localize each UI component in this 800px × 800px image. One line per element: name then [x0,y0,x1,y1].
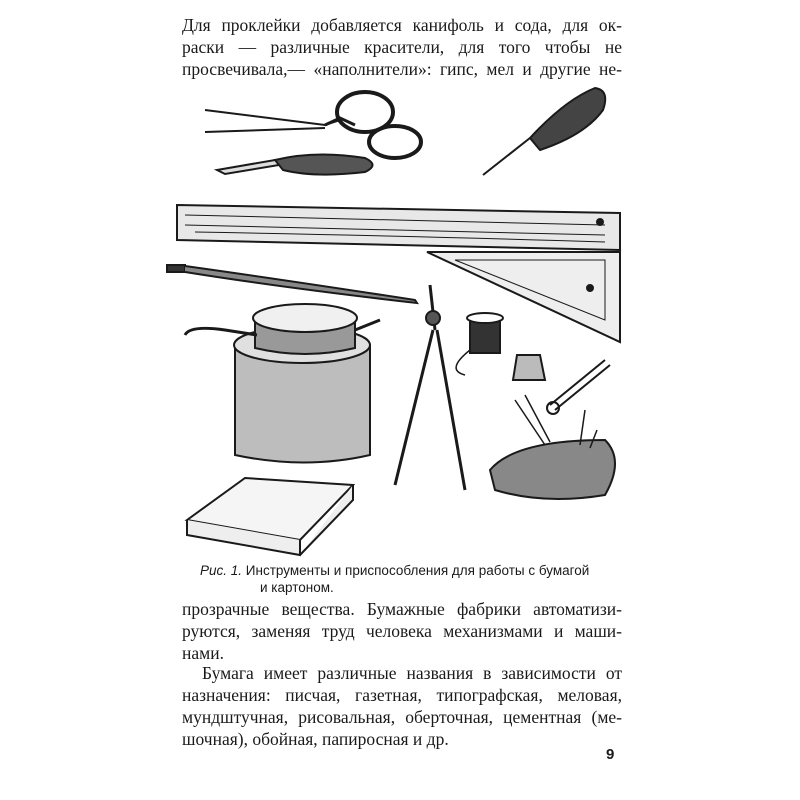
text-line: руются, заменяя труд человека механизмами и маши- [182,621,622,641]
caption-text: и картоном. [260,580,334,595]
figure-caption [200,562,620,596]
awl-icon [483,88,605,175]
safety-pin-icon [547,360,610,414]
paragraph-bottom [182,662,622,750]
text-line: прозрачные вещества. Бумажные фабрики автоматизи- [182,599,622,619]
page-number: 9 [606,746,615,763]
tools-illustration [165,80,635,558]
cardboard-box-icon [187,478,353,555]
glue-pot-icon [185,304,380,463]
thread-spool-icon [456,313,503,375]
text-line: раски — различные красители, для того чтобы не [182,37,622,57]
ruler-icon [177,205,620,250]
text-line: мундштучная, рисовальная, оберточная, цементная (ме- [182,707,622,727]
caption-label: Рис. 1. [200,563,243,578]
compass-icon [395,285,465,490]
text-line: просвечивала,— «наполнители»: гипс, мел и другие не- [182,59,622,79]
set-square-icon [427,252,620,342]
text-line: Бумага имеет различные названия в зависимости от [202,663,622,683]
text-line: нами. [182,643,224,663]
brush-icon [167,265,417,303]
thimble-icon [513,355,545,380]
text-line: назначения: писчая, газетная, типографская, меловая, [182,685,622,705]
caption-text: Инструменты и приспособления для работы с бумагой [245,563,590,578]
pin-cushion-icon [490,395,615,499]
scissors-icon [205,92,421,158]
text-line: Для проклейки добавляется канифоль и сода, для ок- [182,15,622,35]
paragraph-top [182,14,622,80]
text-line: шочная), обойная, папиросная и др. [182,729,449,749]
paragraph-mid [182,598,622,664]
knife-icon [217,154,373,174]
